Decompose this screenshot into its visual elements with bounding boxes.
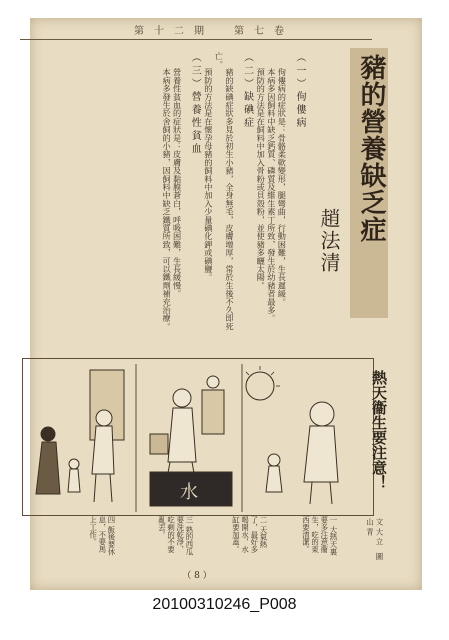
tub-label: 水 bbox=[180, 482, 198, 503]
caption-2: 二 天氣熱了，最好多喝開水，水缸要加蓋。 bbox=[231, 516, 268, 553]
section-heading: （一）佝僂病 bbox=[294, 52, 305, 130]
article-author: 趙法清 bbox=[317, 208, 341, 274]
section-heading: （二）缺碘症 bbox=[241, 52, 253, 130]
comic-panel-3 bbox=[246, 366, 338, 504]
title-block bbox=[308, 48, 390, 348]
article-title: 豬的營養缺乏症 bbox=[356, 54, 386, 243]
comic-panel-1 bbox=[36, 370, 124, 502]
paragraph: 營養性貧血的症狀是：皮膚及黏膜蒼白，呼吸困難，生長緩慢。 bbox=[172, 68, 183, 298]
comic-credit: 文 大 立 圖 山 青 bbox=[365, 518, 384, 560]
caption-3: 三 熟的西瓜要洗乾淨，吃剩的不要亂丟。 bbox=[157, 516, 194, 556]
paragraph: 預防的方法是在飼料中加入骨粉或貝殼粉，並使豬多曬太陽。 bbox=[256, 68, 267, 290]
comic-title: 熱天衞生要注意！ bbox=[370, 370, 388, 490]
paragraph: 豬的缺碘症狀多見於初生小豬，全身無毛，皮膚增厚，常於生後不久即死亡。 bbox=[214, 52, 236, 331]
caption-4: 四 飯後要休息，不要馬上工作。 bbox=[88, 516, 116, 556]
paragraph: 本病多發生於舍飼的小豬，因飼料中缺乏鐵質所致，可以鐵劑補充治療。 bbox=[162, 68, 173, 331]
caption-1: 一 大熱天裏要多注意衞生，吃的東西要清潔。 bbox=[301, 516, 338, 556]
header-rule bbox=[20, 39, 372, 40]
paragraph: 預防的方法是在懷孕母豬的飼料中加入少量碘化鉀或碘鹽。 bbox=[203, 68, 214, 282]
page-header: 第十二期 第七卷 bbox=[134, 26, 294, 37]
archive-id: 20100310246_P008 bbox=[152, 596, 297, 613]
article-body bbox=[50, 52, 308, 342]
paragraph: 佝僂病的症狀是：骨骼柔軟變形，腿彎曲，行動困難，生長遲緩。 bbox=[277, 68, 288, 307]
section-heading: （三）營養性貧血 bbox=[189, 52, 201, 156]
paragraph: 本病多因飼料中缺乏鈣質、磷質及維生素丁所致，發生於幼豬者最多。 bbox=[266, 68, 277, 323]
comic-strip-illustration bbox=[30, 364, 348, 512]
page-number: （ 8 ） bbox=[182, 571, 212, 581]
comic-captions bbox=[26, 516, 386, 560]
